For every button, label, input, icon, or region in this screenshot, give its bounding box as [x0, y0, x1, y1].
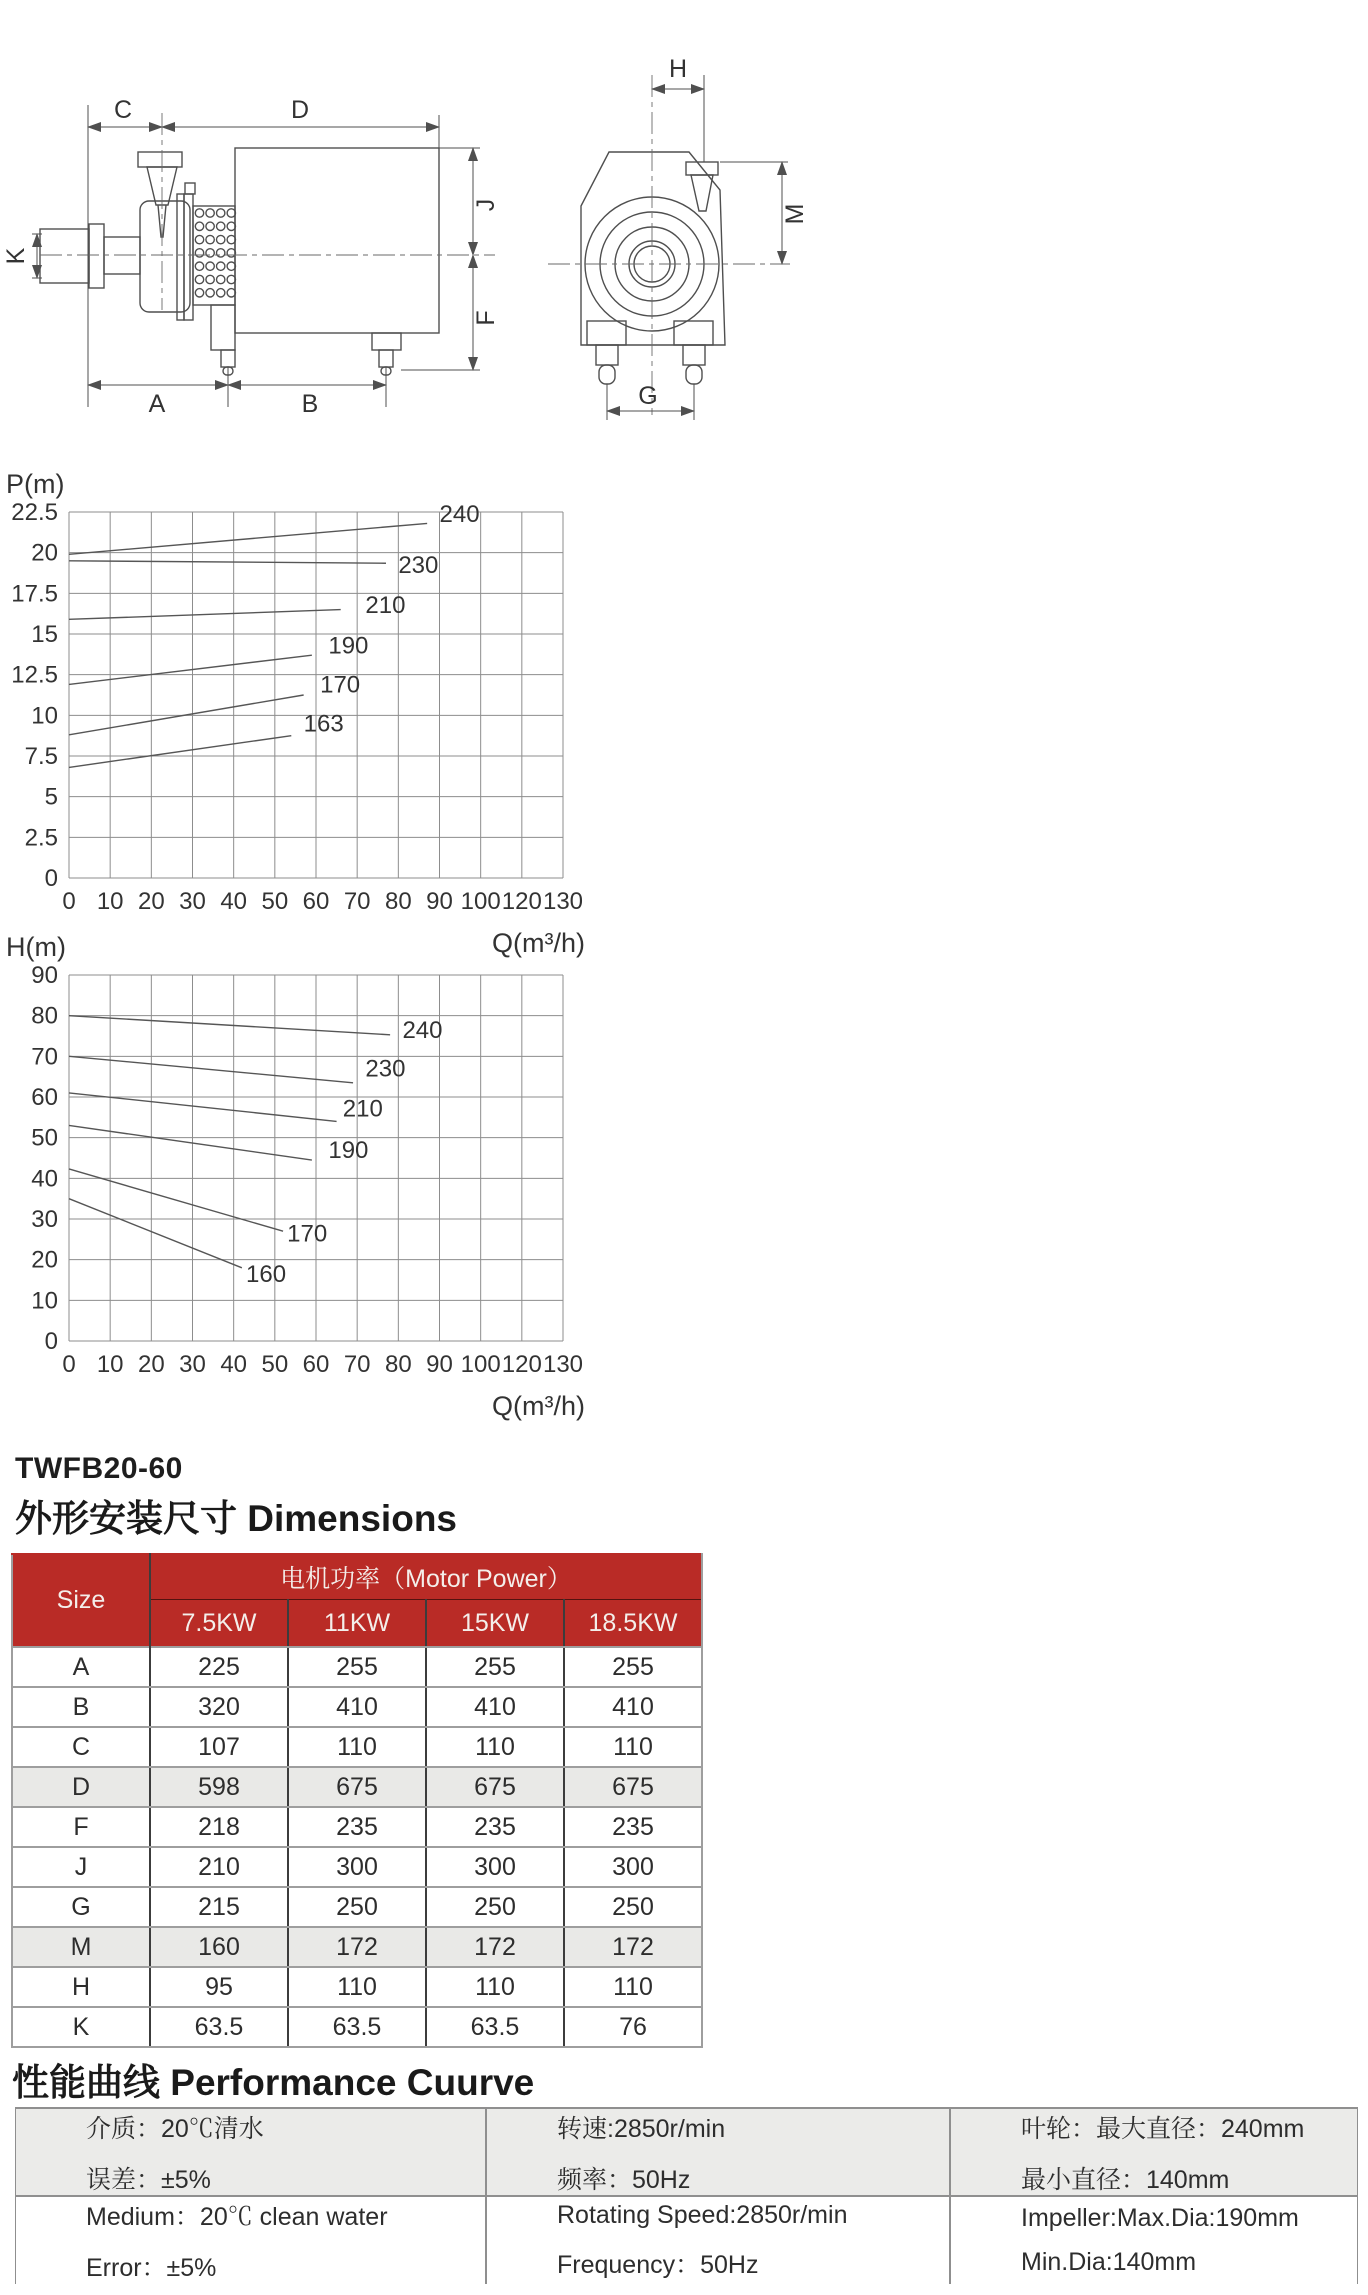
dim-label-a: A — [148, 390, 166, 418]
dim-value: 598 — [150, 1767, 288, 1807]
svg-text:170: 170 — [287, 1220, 328, 1248]
dim-value: 300 — [426, 1847, 564, 1887]
svg-text:70: 70 — [343, 1351, 371, 1378]
side-view-dimensions — [32, 105, 480, 407]
dim-size-label: K — [12, 2007, 150, 2047]
dim-value: 250 — [288, 1887, 426, 1927]
spec-line: Rotating Speed:2850r/min — [557, 2200, 848, 2229]
svg-text:20: 20 — [31, 539, 58, 567]
svg-text:15: 15 — [31, 621, 58, 648]
dim-row-D — [12, 1767, 702, 1807]
grid — [69, 512, 563, 878]
dim-value: 63.5 — [150, 2007, 288, 2047]
svg-text:12.5: 12.5 — [11, 661, 58, 689]
dim-size-label: H — [12, 1967, 150, 2007]
svg-text:90: 90 — [31, 962, 58, 989]
dim-value: 410 — [426, 1687, 564, 1727]
svg-text:30: 30 — [179, 888, 206, 915]
H(m)-svg — [0, 930, 660, 1425]
svg-text:0: 0 — [62, 1351, 76, 1378]
dim-row-C — [12, 1727, 702, 1767]
svg-text:120: 120 — [501, 888, 542, 915]
svg-text:60: 60 — [302, 1351, 330, 1378]
svg-text:60: 60 — [302, 888, 330, 915]
svg-text:10: 10 — [96, 888, 124, 915]
dim-value: 255 — [426, 1647, 564, 1687]
dim-value: 235 — [288, 1807, 426, 1847]
dim-label-m: M — [781, 203, 809, 225]
size-column-header: Size — [12, 1554, 150, 1647]
power-curve-chart — [0, 455, 660, 960]
dim-value: 225 — [150, 1647, 288, 1687]
dim-value: 110 — [564, 1727, 702, 1767]
spec-line: 叶轮：最大直径：240mm — [1021, 2114, 1305, 2143]
dim-value: 95 — [150, 1967, 288, 2007]
dim-value: 76 — [564, 2007, 702, 2047]
x-axis-label: Q(m³/h) — [492, 928, 585, 958]
dimensions-section-title — [15, 1488, 457, 1542]
performance-title-en: Performance Cuurve — [170, 2062, 535, 2103]
svg-text:170: 170 — [320, 671, 361, 699]
y-tick-labels — [31, 962, 58, 1355]
svg-text:90: 90 — [426, 888, 453, 915]
svg-text:0: 0 — [44, 1328, 58, 1355]
dim-value: 410 — [564, 1687, 702, 1727]
dim-row-G — [12, 1887, 702, 1927]
performance-section-title — [12, 2052, 534, 2106]
svg-text:60: 60 — [31, 1084, 58, 1111]
dim-size-label: B — [12, 1687, 150, 1727]
spec-line: Min.Dia:140mm — [1021, 2248, 1197, 2276]
svg-text:210: 210 — [342, 1095, 383, 1123]
dim-value: 110 — [288, 1727, 426, 1767]
y-axis-label: P(m) — [6, 469, 65, 499]
dim-value: 210 — [150, 1847, 288, 1887]
dim-label-j: J — [472, 198, 500, 212]
dim-value: 110 — [288, 1967, 426, 2007]
dim-value: 215 — [150, 1887, 288, 1927]
spec-line: Frequency：50Hz — [557, 2250, 759, 2279]
svg-text:30: 30 — [31, 1206, 58, 1233]
svg-text:20: 20 — [137, 888, 165, 915]
model-number: TWFB20-60 — [15, 1452, 183, 1485]
power-column-7-5kw: 7.5KW — [150, 1600, 288, 1648]
spec-line: Error：±5% — [86, 2254, 217, 2282]
dim-value: 107 — [150, 1727, 288, 1767]
dim-value: 110 — [426, 1727, 564, 1767]
svg-text:20: 20 — [31, 1246, 58, 1274]
svg-text:10: 10 — [31, 1287, 58, 1315]
spec-line: 误差：±5% — [86, 2165, 211, 2194]
spec-cell — [487, 2197, 951, 2284]
dim-value: 675 — [426, 1767, 564, 1807]
svg-text:50: 50 — [261, 1351, 289, 1378]
dim-size-label: A — [12, 1647, 150, 1687]
svg-text:190: 190 — [328, 1137, 369, 1164]
svg-text:230: 230 — [365, 1055, 406, 1083]
spec-cell — [487, 2109, 951, 2197]
dim-row-B — [12, 1687, 702, 1727]
svg-text:210: 210 — [365, 591, 406, 619]
power-column-15kw: 15KW — [426, 1600, 564, 1648]
svg-text:30: 30 — [179, 1351, 206, 1378]
svg-text:50: 50 — [261, 888, 289, 915]
svg-text:240: 240 — [439, 500, 480, 528]
dim-row-J — [12, 1847, 702, 1887]
spec-line: Medium：20℃ clean water — [86, 2203, 388, 2231]
svg-text:163: 163 — [303, 710, 344, 738]
svg-text:22.5: 22.5 — [11, 499, 58, 526]
dim-row-M — [12, 1927, 702, 1967]
dim-label-f: F — [472, 310, 500, 326]
performance-title-zh: 性能曲线 — [12, 2062, 160, 2103]
svg-text:80: 80 — [31, 1002, 58, 1030]
svg-text:2.5: 2.5 — [24, 824, 58, 852]
spec-cell — [15, 2197, 487, 2284]
dim-label-k: K — [2, 247, 30, 265]
power-column-11kw: 11KW — [288, 1600, 426, 1648]
dim-value: 250 — [426, 1887, 564, 1927]
svg-text:190: 190 — [328, 632, 369, 660]
dim-row-A — [12, 1647, 702, 1687]
dim-value: 675 — [288, 1767, 426, 1807]
svg-text:230: 230 — [398, 552, 439, 579]
spec-cell — [15, 2109, 487, 2197]
svg-text:130: 130 — [542, 888, 584, 915]
svg-text:70: 70 — [343, 888, 371, 915]
spec-line: 介质：20℃清水 — [86, 2114, 264, 2143]
dim-value: 63.5 — [426, 2007, 564, 2047]
front-view-dimensions — [607, 75, 788, 420]
spec-line: 最小直径：140mm — [1021, 2165, 1230, 2194]
dim-row-K — [12, 2007, 702, 2047]
dim-size-label: M — [12, 1927, 150, 1967]
dim-value: 235 — [426, 1807, 564, 1847]
dim-label-c: C — [113, 96, 133, 124]
dim-label-h: H — [668, 55, 688, 83]
pump-side-view-drawing — [2, 55, 520, 445]
dim-value: 63.5 — [288, 2007, 426, 2047]
pump-front-view-drawing — [540, 30, 940, 450]
svg-text:240: 240 — [402, 1017, 443, 1045]
motor-power-header: 电机功率（Motor Power） — [150, 1554, 702, 1600]
dim-value: 218 — [150, 1807, 288, 1847]
svg-text:17.5: 17.5 — [11, 580, 58, 608]
svg-text:160: 160 — [246, 1261, 287, 1289]
spec-cell — [951, 2109, 1358, 2197]
dim-value: 110 — [564, 1967, 702, 2007]
dim-size-label: C — [12, 1727, 150, 1767]
dim-value: 250 — [564, 1887, 702, 1927]
y-tick-labels — [11, 499, 58, 892]
x-axis-label: Q(m³/h) — [492, 1391, 585, 1421]
svg-text:90: 90 — [426, 1351, 453, 1378]
dim-size-label: G — [12, 1887, 150, 1927]
grille-holes — [195, 209, 235, 297]
spec-line: 频率：50Hz — [557, 2165, 691, 2194]
svg-text:40: 40 — [220, 1351, 248, 1378]
dimensions-title-en: Dimensions — [247, 1498, 457, 1539]
dim-size-label: D — [12, 1767, 150, 1807]
spec-cell — [951, 2197, 1358, 2284]
front-view-parts — [548, 75, 790, 415]
dim-label-b: B — [301, 390, 319, 418]
dim-label-d: D — [290, 96, 310, 124]
dim-value: 300 — [288, 1847, 426, 1887]
dim-value: 172 — [288, 1927, 426, 1967]
dim-value: 300 — [564, 1847, 702, 1887]
dim-value: 255 — [288, 1647, 426, 1687]
dim-value: 235 — [564, 1807, 702, 1847]
svg-text:20: 20 — [137, 1351, 165, 1378]
svg-text:40: 40 — [31, 1165, 58, 1193]
svg-text:130: 130 — [542, 1351, 584, 1378]
svg-text:0: 0 — [44, 865, 58, 892]
performance-spec-table — [15, 2107, 1358, 2282]
svg-text:70: 70 — [31, 1043, 58, 1071]
svg-text:0: 0 — [62, 888, 76, 915]
svg-text:5: 5 — [44, 783, 58, 811]
x-tick-labels — [62, 888, 583, 915]
y-axis-label: H(m) — [6, 932, 66, 962]
dim-size-label: F — [12, 1807, 150, 1847]
svg-text:7.5: 7.5 — [24, 743, 58, 770]
dim-row-F — [12, 1807, 702, 1847]
spec-line: Impeller:Max.Dia:190mm — [1021, 2204, 1299, 2232]
power-column-18-5kw: 18.5KW — [564, 1600, 702, 1648]
P(m)-svg — [0, 455, 660, 958]
svg-text:80: 80 — [384, 1351, 412, 1378]
dim-row-H — [12, 1967, 702, 2007]
spec-line: 转速:2850r/min — [557, 2114, 726, 2143]
svg-text:50: 50 — [31, 1124, 58, 1152]
svg-text:40: 40 — [220, 888, 248, 915]
svg-text:10: 10 — [31, 702, 58, 730]
head-curve-chart — [0, 930, 660, 1430]
x-tick-labels — [62, 1351, 583, 1378]
svg-text:120: 120 — [501, 1351, 542, 1378]
dim-value: 255 — [564, 1647, 702, 1687]
svg-text:10: 10 — [96, 1351, 124, 1378]
dim-value: 160 — [150, 1927, 288, 1967]
dim-value: 675 — [564, 1767, 702, 1807]
dim-value: 410 — [288, 1687, 426, 1727]
dim-value: 320 — [150, 1687, 288, 1727]
dim-value: 110 — [426, 1967, 564, 2007]
svg-text:80: 80 — [384, 888, 412, 915]
dim-value: 172 — [426, 1927, 564, 1967]
svg-text:100: 100 — [460, 1351, 501, 1378]
dimensions-table — [11, 1553, 703, 2048]
dim-size-label: J — [12, 1847, 150, 1887]
dim-label-g: G — [638, 382, 658, 410]
dim-value: 172 — [564, 1927, 702, 1967]
dimensions-title-zh: 外形安装尺寸 — [15, 1498, 237, 1539]
side-view-parts — [40, 113, 495, 375]
svg-text:100: 100 — [460, 888, 501, 915]
